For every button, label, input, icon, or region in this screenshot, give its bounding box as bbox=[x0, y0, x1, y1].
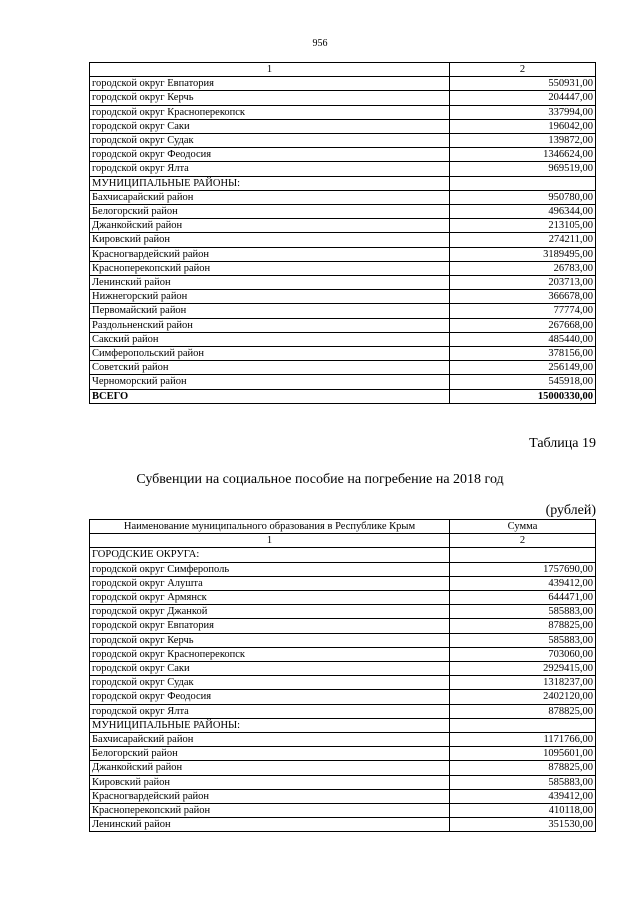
table-row bbox=[90, 162, 596, 176]
amount-cell: 485440,00 bbox=[450, 332, 596, 346]
amount-cell: 950780,00 bbox=[450, 190, 596, 204]
amount-cell: 585883,00 bbox=[450, 633, 596, 647]
table-row bbox=[90, 690, 596, 704]
table-row bbox=[90, 148, 596, 162]
table-row bbox=[90, 77, 596, 91]
table-title: Субвенции на социальное пособие на погребение на 2018 год bbox=[136, 472, 504, 487]
table-row bbox=[90, 247, 596, 261]
total-row bbox=[90, 389, 596, 403]
amount-cell: 256149,00 bbox=[450, 361, 596, 375]
amount-cell: 213105,00 bbox=[450, 219, 596, 233]
municipality-name: Ленинский район bbox=[90, 276, 450, 290]
municipality-name: Кировский район bbox=[90, 775, 450, 789]
amount-cell: 1757690,00 bbox=[450, 562, 596, 576]
amount-cell: 366678,00 bbox=[450, 290, 596, 304]
municipality-name: городской округ Саки bbox=[90, 662, 450, 676]
column-number-2: 2 bbox=[450, 63, 596, 77]
table-row bbox=[90, 190, 596, 204]
amount-cell: 644471,00 bbox=[450, 590, 596, 604]
municipality-name: ГОРОДСКИЕ ОКРУГА: bbox=[90, 548, 450, 562]
amount-cell: 1346624,00 bbox=[450, 148, 596, 162]
table-row bbox=[90, 332, 596, 346]
table-row bbox=[90, 590, 596, 604]
municipality-name: городской округ Феодосия bbox=[90, 690, 450, 704]
municipality-name: городской округ Судак bbox=[90, 134, 450, 148]
municipality-name: Черноморский район bbox=[90, 375, 450, 389]
table-row bbox=[90, 233, 596, 247]
amount-cell bbox=[450, 176, 596, 190]
total-amount: 15000330,00 bbox=[450, 389, 596, 403]
header-municipality: Наименование муниципального образования в Республике Крым bbox=[90, 520, 450, 534]
municipality-name: городской округ Джанкой bbox=[90, 605, 450, 619]
amount-cell: 410118,00 bbox=[450, 804, 596, 818]
allocation-table-continued bbox=[89, 62, 596, 404]
municipality-name: городской округ Ялта bbox=[90, 704, 450, 718]
table-row bbox=[90, 775, 596, 789]
amount-cell: 274211,00 bbox=[450, 233, 596, 247]
municipality-name: Красноперекопский район bbox=[90, 261, 450, 275]
municipality-name: городской округ Евпатория bbox=[90, 77, 450, 91]
table-row bbox=[90, 548, 596, 562]
table-row bbox=[90, 134, 596, 148]
amount-cell: 2929415,00 bbox=[450, 662, 596, 676]
table-row bbox=[90, 747, 596, 761]
table-row bbox=[90, 789, 596, 803]
municipality-name: Белогорский район bbox=[90, 747, 450, 761]
table-row bbox=[90, 347, 596, 361]
municipality-name: городской округ Армянск bbox=[90, 590, 450, 604]
burial-subsidy-table bbox=[89, 519, 596, 832]
amount-cell: 1095601,00 bbox=[450, 747, 596, 761]
table-row bbox=[90, 205, 596, 219]
amount-cell: 439412,00 bbox=[450, 576, 596, 590]
table-row bbox=[90, 761, 596, 775]
currency-unit: (рублей) bbox=[545, 503, 596, 518]
column-number-row bbox=[90, 63, 596, 77]
amount-cell: 545918,00 bbox=[450, 375, 596, 389]
amount-cell: 439412,00 bbox=[450, 789, 596, 803]
amount-cell: 550931,00 bbox=[450, 77, 596, 91]
municipality-name: Кировский район bbox=[90, 233, 450, 247]
municipality-name: МУНИЦИПАЛЬНЫЕ РАЙОНЫ: bbox=[90, 718, 450, 732]
amount-cell: 337994,00 bbox=[450, 105, 596, 119]
municipality-name: Советский район bbox=[90, 361, 450, 375]
table-row bbox=[90, 290, 596, 304]
municipality-name: МУНИЦИПАЛЬНЫЕ РАЙОНЫ: bbox=[90, 176, 450, 190]
table-row bbox=[90, 176, 596, 190]
table-row bbox=[90, 276, 596, 290]
table-row bbox=[90, 361, 596, 375]
amount-cell: 585883,00 bbox=[450, 605, 596, 619]
amount-cell: 2402120,00 bbox=[450, 690, 596, 704]
table-row bbox=[90, 576, 596, 590]
table-row bbox=[90, 562, 596, 576]
header-amount: Сумма bbox=[450, 520, 596, 534]
amount-cell: 878825,00 bbox=[450, 761, 596, 775]
municipality-name: городской округ Симферополь bbox=[90, 562, 450, 576]
amount-cell: 267668,00 bbox=[450, 318, 596, 332]
municipality-name: Бахчисарайский район bbox=[90, 190, 450, 204]
municipality-name: городской округ Ялта bbox=[90, 162, 450, 176]
municipality-name: Симферопольский район bbox=[90, 347, 450, 361]
amount-cell: 878825,00 bbox=[450, 619, 596, 633]
amount-cell: 496344,00 bbox=[450, 205, 596, 219]
municipality-name: городской округ Саки bbox=[90, 119, 450, 133]
header-row bbox=[90, 520, 596, 534]
municipality-name: Нижнегорский район bbox=[90, 290, 450, 304]
table-label: Таблица 19 bbox=[529, 436, 596, 451]
amount-cell: 204447,00 bbox=[450, 91, 596, 105]
page-number: 956 bbox=[312, 38, 328, 49]
amount-cell: 878825,00 bbox=[450, 704, 596, 718]
amount-cell: 139872,00 bbox=[450, 134, 596, 148]
table-row bbox=[90, 304, 596, 318]
table-row bbox=[90, 676, 596, 690]
table-row bbox=[90, 219, 596, 233]
municipality-name: городской округ Красноперекопск bbox=[90, 647, 450, 661]
municipality-name: Белогорский район bbox=[90, 205, 450, 219]
column-number-1: 1 bbox=[90, 63, 450, 77]
amount-cell: 203713,00 bbox=[450, 276, 596, 290]
amount-cell: 196042,00 bbox=[450, 119, 596, 133]
table-row bbox=[90, 704, 596, 718]
table-row bbox=[90, 818, 596, 832]
table-row bbox=[90, 718, 596, 732]
municipality-name: городской округ Керчь bbox=[90, 633, 450, 647]
table-row bbox=[90, 261, 596, 275]
municipality-name: Красногвардейский район bbox=[90, 789, 450, 803]
municipality-name: Бахчисарайский район bbox=[90, 733, 450, 747]
column-number-2: 2 bbox=[450, 534, 596, 548]
amount-cell: 26783,00 bbox=[450, 261, 596, 275]
column-number-1: 1 bbox=[90, 534, 450, 548]
table-row bbox=[90, 91, 596, 105]
municipality-name: Джанкойский район bbox=[90, 219, 450, 233]
municipality-name: городской округ Алушта bbox=[90, 576, 450, 590]
amount-cell: 378156,00 bbox=[450, 347, 596, 361]
municipality-name: Сакский район bbox=[90, 332, 450, 346]
amount-cell: 77774,00 bbox=[450, 304, 596, 318]
municipality-name: городской округ Керчь bbox=[90, 91, 450, 105]
amount-cell: 1318237,00 bbox=[450, 676, 596, 690]
amount-cell: 3189495,00 bbox=[450, 247, 596, 261]
table-row bbox=[90, 375, 596, 389]
total-label: ВСЕГО bbox=[90, 389, 450, 403]
municipality-name: городской округ Феодосия bbox=[90, 148, 450, 162]
amount-cell bbox=[450, 548, 596, 562]
amount-cell bbox=[450, 718, 596, 732]
amount-cell: 969519,00 bbox=[450, 162, 596, 176]
amount-cell: 351530,00 bbox=[450, 818, 596, 832]
amount-cell: 703060,00 bbox=[450, 647, 596, 661]
municipality-name: Ленинский район bbox=[90, 818, 450, 832]
municipality-name: Красноперекопский район bbox=[90, 804, 450, 818]
amount-cell: 585883,00 bbox=[450, 775, 596, 789]
municipality-name: городской округ Красноперекопск bbox=[90, 105, 450, 119]
table-row bbox=[90, 119, 596, 133]
column-number-row bbox=[90, 534, 596, 548]
table-row bbox=[90, 318, 596, 332]
table-row bbox=[90, 647, 596, 661]
municipality-name: Джанкойский район bbox=[90, 761, 450, 775]
table-row bbox=[90, 733, 596, 747]
table-row bbox=[90, 662, 596, 676]
amount-cell: 1171766,00 bbox=[450, 733, 596, 747]
municipality-name: Первомайский район bbox=[90, 304, 450, 318]
table-row bbox=[90, 605, 596, 619]
municipality-name: Красногвардейский район bbox=[90, 247, 450, 261]
table-row bbox=[90, 633, 596, 647]
municipality-name: городской округ Судак bbox=[90, 676, 450, 690]
municipality-name: Раздольненский район bbox=[90, 318, 450, 332]
table-row bbox=[90, 619, 596, 633]
table-row bbox=[90, 804, 596, 818]
municipality-name: городской округ Евпатория bbox=[90, 619, 450, 633]
table-row bbox=[90, 105, 596, 119]
